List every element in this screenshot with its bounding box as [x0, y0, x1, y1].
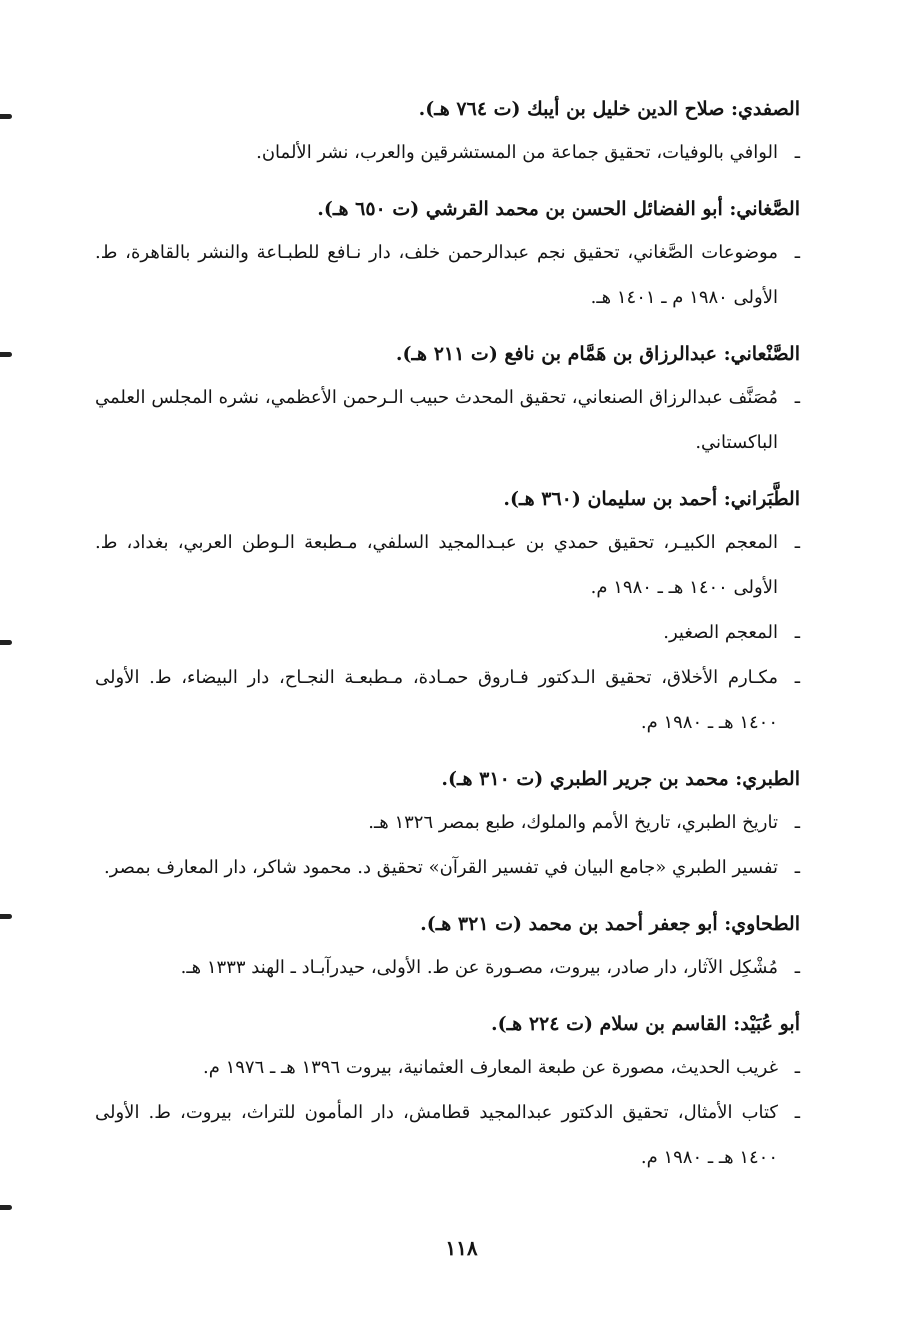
- bibliography-entry: [95, 758, 800, 890]
- dash-bullet: ـ: [794, 1057, 800, 1078]
- dash-bullet: ـ: [794, 957, 800, 978]
- bibliography-entry: [95, 333, 800, 465]
- work-item: [95, 945, 800, 990]
- work-item: [95, 1045, 800, 1090]
- author-heading: الطحاوي: أبو جعفر أحمد بن محمد (ت ٣٢١ هـ).: [420, 913, 800, 935]
- author-heading: الصفدي: صلاح الدين خليل بن أيبك (ت ٧٦٤ هـ).: [418, 98, 800, 120]
- bibliography-entry: [95, 88, 800, 175]
- work-text: مُصَنَّف عبدالرزاق الصنعاني، تحقيق المحدث حبيب الـرحمن الأعظمي، نشره المجلس العلمي الباكستاني.: [95, 387, 778, 453]
- bibliography-entry: [95, 1003, 800, 1180]
- work-item: [95, 375, 800, 465]
- work-item: [95, 230, 800, 320]
- bibliography-entry: [95, 478, 800, 745]
- work-text: مكـارم الأخلاق، تحقيق الـدكتور فـاروق حمـادة، مـطبعـة النجـاح، دار البيضاء، ط. الأولى ١٤٠٠ هـ ـ ١٩٨٠ م.: [95, 667, 778, 733]
- work-item: [95, 130, 800, 175]
- work-text: الوافي بالوفيات، تحقيق جماعة من المستشرقين والعرب، نشر الألمان.: [256, 142, 778, 163]
- bibliography-entry: [95, 188, 800, 320]
- dash-bullet: ـ: [794, 242, 800, 263]
- work-text: تفسير الطبري «جامع البيان في تفسير القرآن» تحقيق د. محمود شاكر، دار المعارف بمصر.: [104, 857, 778, 878]
- dash-bullet: ـ: [794, 667, 800, 688]
- work-text: المعجم الكبيـر، تحقيق حمدي بن عبـدالمجيد السلفي، مـطبعة الـوطن العربي، بغداد، ط. الأولى ١٤٠٠ هـ ـ ١٩٨٠ م.: [95, 532, 778, 598]
- work-text: تاريخ الطبري، تاريخ الأمم والملوك، طبع بمصر ١٣٢٦ هـ.: [368, 812, 778, 833]
- page-number: ١١٨: [445, 1236, 478, 1260]
- work-text: مُشْكِل الآثار، دار صادر، بيروت، مصـورة عن ط. الأولى، حيدرآبـاد ـ الهند ١٣٣٣ هـ.: [180, 957, 778, 978]
- work-item: [95, 655, 800, 745]
- bibliography-page: [95, 88, 800, 1193]
- dash-bullet: ـ: [794, 532, 800, 553]
- scan-edge-mark: [0, 114, 12, 119]
- author-heading: أبو عُبَيْد: القاسم بن سلام (ت ٢٢٤ هـ).: [491, 1013, 800, 1035]
- work-text: موضوعات الصَّغاني، تحقيق نجم عبدالرحمن خلف، دار نـافع للطبـاعة والنشر بالقاهرة، ط. الأولى ١٩٨٠ م ـ ١٤٠١ هـ.: [95, 242, 778, 308]
- dash-bullet: ـ: [794, 1102, 800, 1123]
- work-text: كتاب الأمثال، تحقيق الدكتور عبدالمجيد قطامش، دار المأمون للتراث، بيروت، ط. الأولى ١٤٠٠ هـ ـ ١٩٨٠ م.: [95, 1102, 778, 1168]
- author-heading: الصَّنْعاني: عبدالرزاق بن هَمَّام بن نافع (ت ٢١١ هـ).: [395, 343, 800, 365]
- dash-bullet: ـ: [794, 142, 800, 163]
- dash-bullet: ـ: [794, 387, 800, 408]
- author-heading: الطَّبَراني: أحمد بن سليمان (٣٦٠ هـ).: [503, 488, 800, 510]
- work-item: [95, 520, 800, 610]
- work-item: [95, 845, 800, 890]
- dash-bullet: ـ: [794, 857, 800, 878]
- work-item: [95, 1090, 800, 1180]
- dash-bullet: ـ: [794, 622, 800, 643]
- scan-edge-mark: [0, 640, 12, 645]
- scan-edge-mark: [0, 914, 12, 919]
- author-heading: الصَّغاني: أبو الفضائل الحسن بن محمد القرشي (ت ٦٥٠ هـ).: [317, 198, 800, 220]
- scan-edge-mark: [0, 352, 12, 357]
- work-item: [95, 610, 800, 655]
- bibliography-entry: [95, 903, 800, 990]
- work-text: المعجم الصغير.: [663, 622, 778, 643]
- work-item: [95, 800, 800, 845]
- author-heading: الطبري: محمد بن جرير الطبري (ت ٣١٠ هـ).: [441, 768, 800, 790]
- scan-edge-mark: [0, 1205, 12, 1210]
- work-text: غريب الحديث، مصورة عن طبعة المعارف العثمانية، بيروت ١٣٩٦ هـ ـ ١٩٧٦ م.: [202, 1057, 778, 1078]
- dash-bullet: ـ: [794, 812, 800, 833]
